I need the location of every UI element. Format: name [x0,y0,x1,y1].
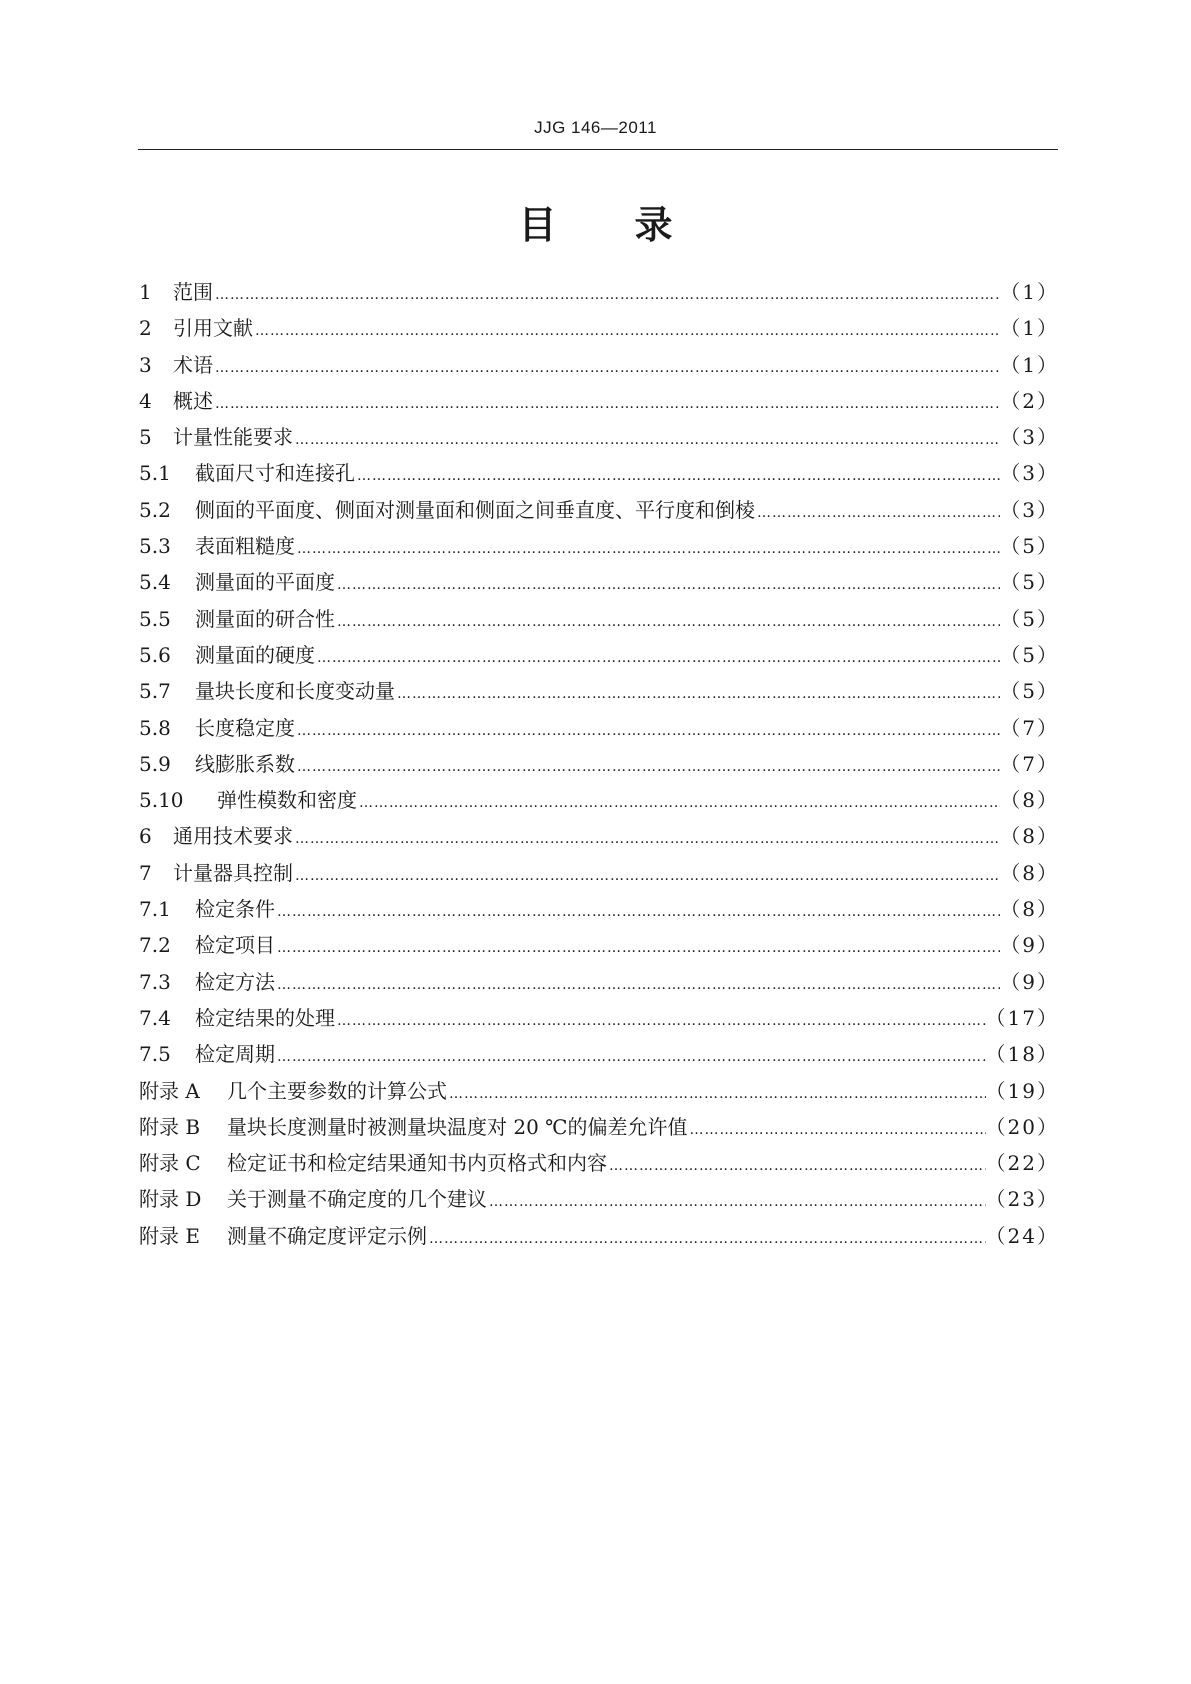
toc-entry-title: 测量面的研合性 [195,606,335,631]
toc-entry[interactable] [139,966,1059,1002]
toc-entry-page: （23） [985,1187,1059,1212]
toc-entry-title: 检定证书和检定结果通知书内页格式和内容 [227,1151,607,1176]
toc-entry-number: 5 [139,425,152,450]
toc-leader-dots [277,977,1000,993]
toc-entry-page: （24） [985,1223,1059,1248]
toc-entry-title: 线膨胀系数 [195,751,295,776]
toc-entry-title: 检定结果的处理 [195,1005,335,1030]
toc-entry-page: （8） [1000,788,1059,813]
toc-entry-number: 1 [139,280,152,304]
toc-entry-title: 计量器具控制 [173,860,293,885]
toc-entry-page: （20） [985,1114,1059,1139]
toc-entry-title: 量块长度测量时被测量块温度对 20 ℃的偏差允许值 [227,1114,688,1139]
toc-entry-title: 检定条件 [195,897,275,922]
toc-leader-dots [359,795,1000,811]
toc-entry-number: 5.1 [139,461,171,486]
toc-entry-number: 5.7 [139,679,171,704]
toc-entry-number: 5.3 [139,534,171,559]
toc-leader-dots [277,904,1000,920]
toc-entry-title: 表面粗糙度 [195,534,295,559]
toc-leader-dots [295,868,1000,884]
toc-entry[interactable] [139,820,1059,856]
toc-entry-title: 引用文献 [173,316,253,341]
toc-entry-number: 附录 D [139,1187,202,1212]
header-rule [138,149,1058,150]
toc-entry[interactable] [139,603,1059,639]
toc-entry-title: 几个主要参数的计算公式 [227,1078,447,1103]
toc-entry-number: 5.6 [139,642,171,667]
toc-entry[interactable] [139,1111,1059,1147]
toc-entry-number: 7.2 [139,933,171,958]
toc-entry-page: （8） [1000,860,1059,885]
toc-entry[interactable] [139,276,1059,312]
toc-entry-title: 测量面的硬度 [195,642,315,667]
toc-entry-title: 测量不确定度评定示例 [227,1223,427,1248]
toc-entry-title: 关于测量不确定度的几个建议 [227,1187,487,1212]
toc-entry-page: （1） [1000,316,1059,341]
toc-entry[interactable] [139,385,1059,421]
toc-entry-page: （2） [1000,388,1059,413]
toc-entry-number: 7.3 [139,969,171,994]
toc-entry[interactable] [139,675,1059,711]
toc-leader-dots [317,650,1000,666]
toc-entry-number: 7.1 [139,897,171,922]
toc-entry-number: 附录 E [139,1223,200,1248]
toc-entry-page: （1） [1000,280,1059,304]
toc-entry-page: （5） [1000,679,1059,704]
toc-entry[interactable] [139,421,1059,457]
toc-entry[interactable] [139,566,1059,602]
toc-entry-number: 5.4 [139,570,171,595]
toc-leader-dots [489,1194,986,1210]
toc-entry-page: （5） [1000,606,1059,631]
toc-leader-dots [337,1013,986,1029]
toc-entry-number: 4 [139,388,152,413]
toc-entry-title: 弹性模数和密度 [217,788,357,813]
toc-entry[interactable] [139,893,1059,929]
toc-leader-dots [337,577,1000,593]
toc-entry-title: 侧面的平面度、侧面对测量面和侧面之间垂直度、平行度和倒棱 [195,497,755,522]
toc-entry-page: （9） [1000,933,1059,958]
toc-entry-number: 3 [139,352,152,377]
toc-entry-title: 检定方法 [195,969,275,994]
toc-entry[interactable] [139,1038,1059,1074]
table-of-contents [139,276,1059,1256]
toc-entry-title: 截面尺寸和连接孔 [195,461,355,486]
toc-entry-title: 术语 [173,352,213,377]
toc-leader-dots [397,686,1000,702]
toc-entry-page: （3） [1000,425,1059,450]
toc-entry-page: （7） [1000,751,1059,776]
toc-entry-page: （17） [985,1005,1059,1030]
toc-entry[interactable] [139,857,1059,893]
toc-entry-page: （19） [985,1078,1059,1103]
toc-entry-number: 附录 A [139,1078,200,1103]
toc-entry-number: 6 [139,824,152,849]
toc-entry[interactable] [139,1002,1059,1038]
toc-entry-number: 2 [139,316,152,341]
toc-entry[interactable] [139,457,1059,493]
toc-entry-number: 5.8 [139,715,171,740]
page-title: 目录 [518,203,751,247]
toc-entry[interactable] [139,784,1059,820]
toc-entry-number: 附录 C [139,1151,201,1176]
toc-entry[interactable] [139,1147,1059,1183]
toc-entry-number: 5.5 [139,606,171,631]
toc-entry[interactable] [139,712,1059,748]
toc-leader-dots [297,541,1000,557]
toc-leader-dots [255,323,1000,339]
toc-leader-dots [297,759,1000,775]
toc-entry[interactable] [139,530,1059,566]
toc-entry-number: 7.5 [139,1042,171,1067]
toc-entry-title: 测量面的平面度 [195,570,335,595]
toc-leader-dots [337,614,1000,630]
toc-entry-page: （1） [1000,352,1059,377]
toc-leader-dots [609,1158,986,1174]
toc-entry[interactable] [139,1220,1059,1256]
toc-entry-page: （7） [1000,715,1059,740]
toc-entry-title: 范围 [173,280,213,304]
toc-leader-dots [449,1086,986,1102]
toc-entry-title: 检定项目 [195,933,275,958]
toc-entry-title: 概述 [173,388,213,413]
toc-entry-page: （5） [1000,642,1059,667]
toc-leader-dots [215,360,1000,376]
toc-leader-dots [297,723,1000,739]
toc-entry-title: 量块长度和长度变动量 [195,679,395,704]
document-code-header: JJG 146—2011 [534,118,657,137]
toc-entry[interactable] [139,1075,1059,1111]
toc-entry-number: 7 [139,860,152,885]
toc-leader-dots [295,831,1000,847]
toc-leader-dots [757,505,1000,521]
toc-entry[interactable] [139,639,1059,675]
toc-entry-page: （5） [1000,534,1059,559]
toc-entry-page: （22） [985,1151,1059,1176]
toc-entry-page: （18） [985,1042,1059,1067]
toc-entry-page: （5） [1000,570,1059,595]
toc-entry-page: （3） [1000,461,1059,486]
toc-entry-title: 通用技术要求 [173,824,293,849]
toc-entry-number: 5.10 [139,788,184,813]
toc-entry-title: 计量性能要求 [173,425,293,450]
toc-entry[interactable] [139,748,1059,784]
toc-entry[interactable] [139,1183,1059,1219]
toc-entry-number: 7.4 [139,1005,171,1030]
toc-entry[interactable] [139,349,1059,385]
toc-entry-page: （3） [1000,497,1059,522]
toc-leader-dots [690,1122,986,1138]
toc-leader-dots [277,940,1000,956]
toc-entry[interactable] [139,494,1059,530]
toc-entry[interactable] [139,929,1059,965]
toc-entry-title: 检定周期 [195,1042,275,1067]
toc-leader-dots [277,1049,986,1065]
toc-leader-dots [357,468,1000,484]
toc-entry-number: 附录 B [139,1114,201,1139]
toc-entry-number: 5.2 [139,497,171,522]
toc-leader-dots [429,1231,986,1247]
toc-entry-number: 5.9 [139,751,171,776]
toc-leader-dots [215,396,1000,412]
toc-entry-page: （8） [1000,824,1059,849]
toc-leader-dots [215,287,1000,303]
toc-entry-title: 长度稳定度 [195,715,295,740]
toc-leader-dots [295,432,1000,448]
toc-entry[interactable] [139,312,1059,348]
toc-entry-page: （9） [1000,969,1059,994]
toc-entry-page: （8） [1000,897,1059,922]
